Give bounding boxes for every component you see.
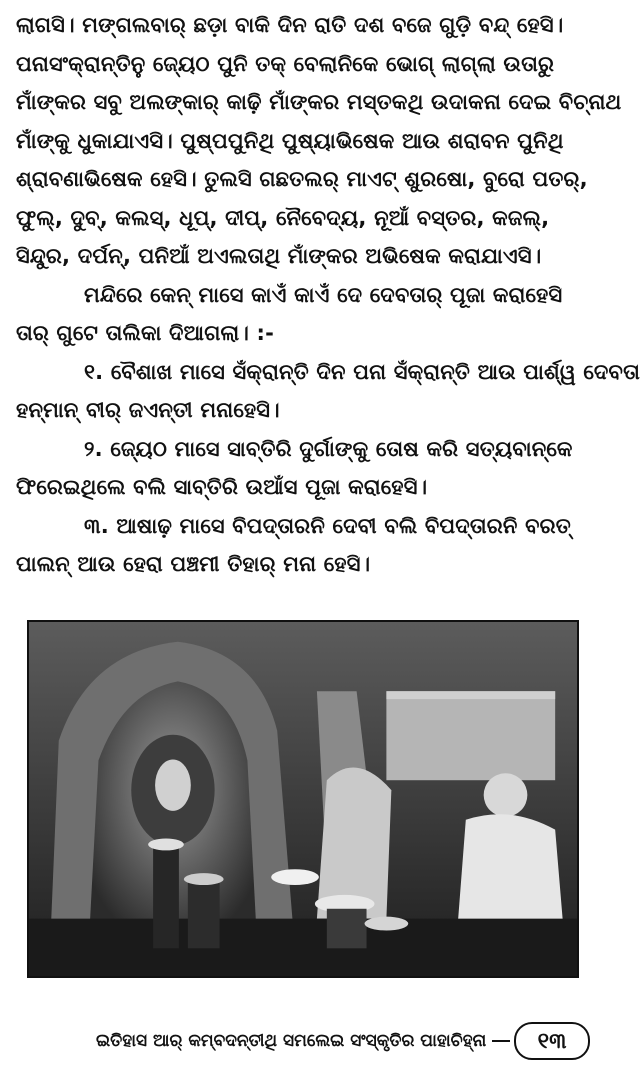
text-line: ସିନ୍ଦୁର, ଦର୍ପନ୍, ପନିଆଁ ଅଏଲତାଥି ମାଁଙ୍କର ଅଭିଷେକ କରାଯାଏସି। (16, 244, 542, 268)
text-line: ମାଁଙ୍କୁ ଧୁକାଯାଏସି। ପୁଷ୍ପପୁନିଥି ପୁଷ୍ୟାଭିଷେକ ଆଉ ଶରାବନ ପୁନିଥି (16, 128, 564, 153)
page-footer (96, 1018, 590, 1064)
text-line: ଫିରେଇଥିଲେ ବଲି ସାବ୍‌ତିରି ଉଆଁସ ପୂଜା କରାହେସି। (16, 475, 428, 499)
temple-photo-image (29, 622, 577, 976)
footer-rule (492, 1040, 510, 1042)
list-item-2: ୨. ଜ୍ୟେଠ ମାସେ ସାବ୍‌ତିରି ଦୁର୍ଗାଙ୍କୁ ତୋଷ କରି ସତ୍ୟବାନ୍‌କେ (84, 436, 573, 461)
page-number: ୧୩ (514, 1022, 590, 1060)
text-line: ପାଲନ୍ ଆଉ ହେରା ପଞ୍ଚମୀ ତିହାର୍ ମନା ହେସି। (16, 552, 371, 576)
text-line: ମାଁଙ୍କର ସବୁ ଅଲଙ୍କାର୍ କାଢ଼ି ମାଁଙ୍କର ମସ୍ତକଥି ଉଦାକନା ଦେଇ ବିଚ୍‌ନାଥ (16, 90, 622, 114)
running-title: ଇତିହାସ ଆର୍ କମ୍ବଦନ୍ତୀଥି ସମଲେଇ ସଂସ୍କୃତିର ପାହାଚିହ୍ନା (96, 1031, 487, 1051)
text-line: ଫୁଲ୍, ଦୁବ୍, କଲସ୍, ଧୂପ୍, ଦୀପ୍, ନୈବେଦ୍ୟ, ନୂଆଁ ବସ୍ତର, କଜଲ୍, (16, 205, 550, 230)
body-text (16, 6, 640, 584)
text-line: ମନ୍ଦିରେ କେନ୍ ମାସେ କାଏଁ କାଏଁ ଦେ ଦେବତାର୍ ପୂଜା କରାହେସି (84, 282, 563, 307)
temple-photo (27, 620, 579, 978)
list-item-1: ୧. ବୈଶାଖ ମାସେ ସଁକ୍ରାନ୍ତି ଦିନ ପନା ସଁକ୍ରାନ୍ତି ଆଉ ପାର୍ଶ୍ୱ ଦେବତା (84, 359, 640, 384)
text-line: ହନ୍‌ମାନ୍ ବୀର୍ ଜଏନ୍ତୀ ମନାହେସି। (16, 398, 280, 422)
text-line: ତାର୍ ଗୁଟେ ତାଲିକା ଦିଆଗଲା। :- (16, 321, 275, 345)
text-line: ଶ୍ରାବଣାଭିଷେକ ହେସି। ତୁଲସି ଗଛତଲର୍ ମାଏଟ୍ ଶୁରଷୋ, ବୁରୋ ପତର୍, (16, 167, 588, 191)
text-line: ଲାଗସି। ମଙ୍ଗଲବାର୍ ଛଡ଼ା ବାକି ଦିନ ରାତି ଦଶ ବଜେ ଗୁଡ଼ି ବନ୍ଦ୍ ହେସି। (16, 13, 564, 37)
text-line: ପନାସଂକ୍ରାନ୍ତିନୁ ଜ୍ୟେଠ ପୁନି ତକ୍ ବେଲାନିକେ ଭୋଗ୍ ଲାଗ୍ଲା ଉତାରୁ (16, 51, 555, 76)
list-item-3: ୩. ଆଷାଢ଼ ମାସେ ବିପଦ୍‌ତାରନି ଦେବୀ ବଲି ବିପଦ୍‌ତାରନି ବରତ୍ (84, 513, 571, 538)
